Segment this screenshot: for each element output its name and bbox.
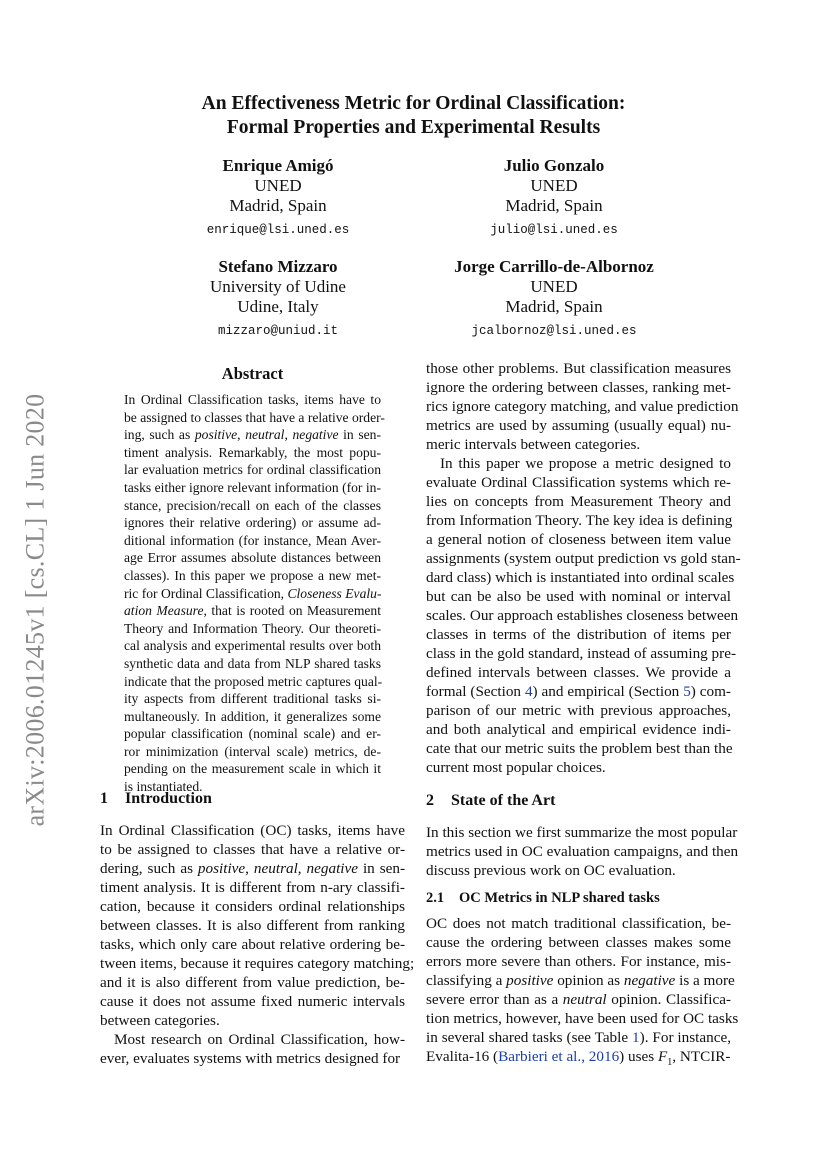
text-line: cal analysis and experimental results over both <box>124 638 381 654</box>
author-name: Jorge Carrillo-de-Albornoz <box>454 257 654 276</box>
text-line: between classes. It is also different from ranking <box>100 917 405 934</box>
text-line: popular classification (nominal scale) and er- <box>124 726 381 742</box>
state-of-the-art-text <box>426 823 739 880</box>
text-line: current most popular choices. <box>426 759 606 776</box>
section-heading-state-of-the-art <box>426 792 555 810</box>
oc-metrics-text <box>426 914 739 1072</box>
introduction-text <box>100 821 415 1068</box>
text-line: class in the gold standard, instead of assuming pre- <box>426 645 737 662</box>
text-line: classes in terms of the distribution of items per <box>426 626 731 643</box>
text-line: ity aspects from different traditional tasks si- <box>124 691 381 707</box>
abstract-body <box>124 391 385 796</box>
text-line: but can be also be used with nominal or interval <box>426 588 731 605</box>
text-line: timent analysis. Remarkably, the most popu- <box>124 444 381 460</box>
text-line: to be assigned to classes that have a relative or- <box>100 841 405 858</box>
text-line: discuss previous work on OC evaluation. <box>426 862 676 879</box>
text-line: assignments (system output prediction vs gold stan- <box>426 550 741 567</box>
text-line: be assigned to classes that have a relative order- <box>124 409 385 425</box>
author-affiliation: UNED <box>530 176 578 195</box>
text-line: In Ordinal Classification tasks, items have to <box>124 392 381 407</box>
author-block <box>128 156 428 240</box>
text-line: indicate that the proposed metric captures qual- <box>124 673 383 689</box>
text-line: In this paper we propose a metric designed to <box>440 455 731 472</box>
text-line: classes). In this paper we propose a new met- <box>124 567 381 583</box>
text-line: In this section we first summarize the most popular <box>426 824 738 841</box>
text-line: metrics are used by assuming (usually equal) nu- <box>426 417 731 434</box>
right-column-text <box>426 359 741 777</box>
text-line: Evalita-16 (Barbieri et al., 2016) uses $F_1$, NTCIR- <box>426 1048 731 1069</box>
text-line: ignores their relative ordering) or assume ad- <box>124 515 381 531</box>
subsection-number: 2.1 <box>426 890 445 906</box>
arxiv-identifier-stamp <box>12 375 58 845</box>
subsection-heading-oc-metrics <box>426 890 660 907</box>
text-line: classifying a positive opinion as negative is a more <box>426 972 735 989</box>
author-affiliation: University of Udine <box>210 277 346 296</box>
text-line: formal (Section 4) and empirical (Section 5) com- <box>426 683 731 700</box>
text-line: stance, precision/recall on each of the classes <box>124 497 381 513</box>
author-name: Enrique Amigó <box>222 156 334 175</box>
text-line: tasks, which only care about relative ordering be- <box>100 936 405 953</box>
text-line: tasks either ignore relevant information (for in- <box>124 479 381 495</box>
section-number: 2 <box>426 792 434 809</box>
text-line: and both analytical and empirical evidence indi- <box>426 721 731 738</box>
text-line: and it is also different from value prediction, be- <box>100 974 405 991</box>
text-line: cation, because it considers ordinal relationships <box>100 898 405 915</box>
text-line: tween items, because it requires category matching; <box>100 955 415 972</box>
text-line: tion metrics, however, have been used for OC tasks <box>426 1010 739 1027</box>
text-line: evaluate Ordinal Classification systems which re- <box>426 474 731 491</box>
text-line: rics ignore category matching, and value prediction <box>426 398 739 415</box>
text-line: cause the ordering between classes makes some <box>426 934 731 951</box>
text-line: metrics used in OC evaluation campaigns, and then <box>426 843 739 860</box>
text-line: cause it does not assume fixed numeric intervals <box>100 993 405 1010</box>
text-line: from Information Theory. The key idea is defining <box>426 512 733 529</box>
text-line: defined intervals between classes. We provide a <box>426 664 731 681</box>
text-line: meric intervals between categories. <box>426 436 641 453</box>
subsection-title: OC Metrics in NLP shared tasks <box>459 890 660 906</box>
text-line: age Error assumes absolute distances between <box>124 550 381 566</box>
text-line: a general notion of closeness between item value <box>426 531 731 548</box>
author-affiliation: UNED <box>530 277 578 296</box>
author-email: julio@lsi.uned.es <box>490 223 618 237</box>
text-line: parison of our metric with previous approaches, <box>426 702 731 719</box>
text-line: severe error than as a neutral opinion. Classifica- <box>426 991 731 1008</box>
text-line: is instantiated. <box>124 779 203 795</box>
text-line: ditional information (for instance, Mean Aver- <box>124 532 381 548</box>
text-line: ever, evaluates systems with metrics designed for <box>100 1050 401 1067</box>
text-line: scales. Our approach establishes closeness between <box>426 607 739 624</box>
text-line: between categories. <box>100 1012 220 1029</box>
text-line: dering, such as positive, neutral, negative in sen- <box>100 860 406 877</box>
title-line-1: An Effectiveness Metric for Ordinal Classification: <box>201 93 626 114</box>
abstract-heading: Abstract <box>221 364 284 383</box>
author-name: Julio Gonzalo <box>503 156 605 175</box>
arxiv-stamp-text: arXiv:2006.01245v1 [cs.CL] 1 Jun 2020 <box>20 393 49 827</box>
section-heading-introduction <box>100 790 212 808</box>
text-line: ric for Ordinal Classification, Closeness Evalu- <box>124 585 382 601</box>
author-email: jcalbornoz@lsi.uned.es <box>471 324 637 338</box>
text-line: errors more severe than others. For instance, mis- <box>426 953 731 970</box>
section-title: Introduction <box>125 790 212 807</box>
author-location: Udine, Italy <box>237 297 319 316</box>
text-line: those other problems. But classification measures <box>426 360 731 377</box>
text-line: ing, such as positive, neutral, negative in sen- <box>124 427 381 443</box>
author-location: Madrid, Spain <box>505 297 603 316</box>
text-line: cate that our metric suits the problem best than the <box>426 740 733 757</box>
text-line: multaneously. In addition, it generalizes some <box>124 708 381 724</box>
author-block <box>128 257 428 341</box>
section-title: State of the Art <box>451 792 556 809</box>
text-line: lies on concepts from Measurement Theory and <box>426 493 731 510</box>
author-block <box>404 156 704 240</box>
text-line: in several shared tasks (see Table 1). For instance, <box>426 1029 731 1046</box>
paper-title <box>100 92 727 140</box>
author-affiliation: UNED <box>254 176 302 195</box>
text-line: synthetic data and data from NLP shared tasks <box>124 655 381 671</box>
title-line-2: Formal Properties and Experimental Results <box>226 117 601 138</box>
author-email: mizzaro@uniud.it <box>217 324 339 338</box>
text-line: timent analysis. It is different from n-ary classifi- <box>100 879 405 896</box>
text-line: pending on the measurement scale in which it <box>124 761 381 777</box>
text-line: ror minimization (interval scale) metrics, de- <box>124 743 381 759</box>
author-name: Stefano Mizzaro <box>218 257 338 276</box>
text-line: In Ordinal Classification (OC) tasks, items have <box>100 822 405 839</box>
text-line: lar evaluation metrics for ordinal classification <box>124 462 381 478</box>
author-location: Madrid, Spain <box>505 196 603 215</box>
author-block <box>404 257 704 341</box>
text-line: dard class) which is instantiated into ordinal scales <box>426 569 735 586</box>
text-line: OC does not match traditional classification, be- <box>426 915 731 932</box>
section-number: 1 <box>100 790 108 807</box>
text-line: ignore the ordering between classes, ranking met- <box>426 379 731 396</box>
author-email: enrique@lsi.uned.es <box>206 223 350 237</box>
text-line: Theory and Information Theory. Our theoreti- <box>124 620 381 636</box>
text-line: Most research on Ordinal Classification, how- <box>114 1031 405 1048</box>
text-line: ation Measure, that is rooted on Measurement <box>124 603 381 619</box>
author-location: Madrid, Spain <box>229 196 327 215</box>
